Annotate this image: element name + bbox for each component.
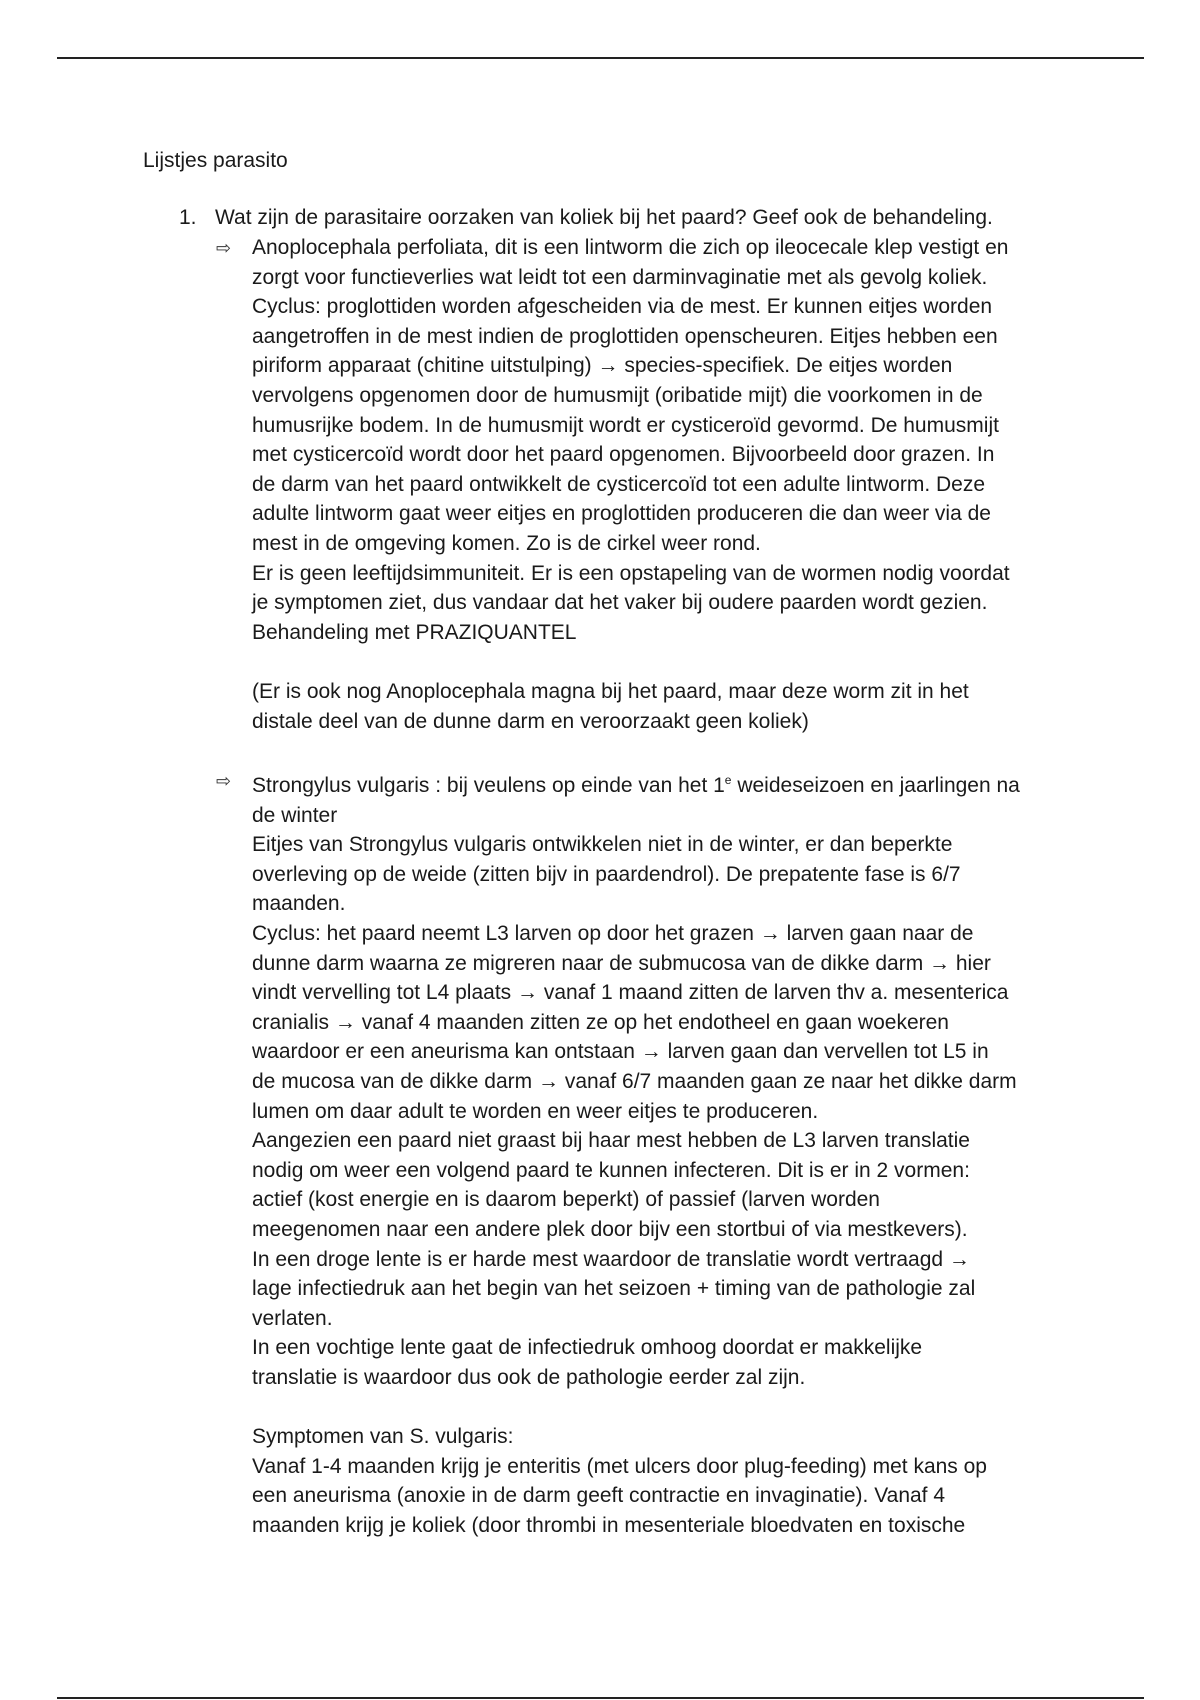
text-line: mest in de omgeving komen. Zo is de cirkel weer rond. [252,531,761,555]
text-line: adulte lintworm gaat weer eitjes en proglottiden produceren die dan weer via de [252,502,991,526]
text-line: translatie is waardoor dus ook de pathologie eerder zal zijn. [252,1365,806,1389]
text-line: humusrijke bodem. In de humusmijt wordt er cysticeroïd gevormd. De humusmijt [252,413,999,437]
section-anoplocephala [252,233,1072,736]
text-line: vervolgens opgenomen door de humusmijt (oribatide mijt) die voorkomen in de [252,383,983,407]
text-line: waardoor er een aneurisma kan ontstaan → larven gaan dan vervellen tot L5 in [252,1040,989,1064]
text-line: In een droge lente is er harde mest waardoor de translatie wordt vertraagd → [252,1247,970,1271]
note-line: (Er is ook nog Anoplocephala magna bij het paard, maar deze worm zit in het [252,679,969,703]
text-line: piriform apparaat (chitine uitstulping) → species-specifiek. De eitjes worden [252,354,953,378]
question-number: 1. [179,206,197,229]
text-line: de mucosa van de dikke darm → vanaf 6/7 maanden gaan ze naar het dikke darm [252,1069,1017,1093]
arrow-bullet-icon: ⇨ [216,771,232,791]
footer-rule [57,1697,1144,1699]
text-line: je symptomen ziet, dus vandaar dat het vaker bij oudere paarden wordt gezien. [252,591,988,615]
text-line: overleving op de weide (zitten bijv in paardendrol). De prepatente fase is 6/7 [252,862,961,886]
text-line: dunne darm waarna ze migreren naar de submucosa van de dikke darm → hier [252,951,991,975]
text-line: Cyclus: het paard neemt L3 larven op door het grazen → larven gaan naar de [252,921,974,945]
text-line: zorgt voor functieverlies wat leidt tot een darminvaginatie met als gevolg koliek. [252,265,988,289]
text-line: actief (kost energie en is daarom beperkt) of passief (larven worden [252,1188,880,1212]
text-line [252,766,1072,801]
text-line: nodig om weer een volgend paard te kunnen infecteren. Dit is er in 2 vormen: [252,1158,970,1182]
text-line: Cyclus: proglottiden worden afgescheiden via de mest. Er kunnen eitjes worden [252,295,993,319]
blank-line [252,1392,1072,1422]
note-line: distale deel van de dunne darm en veroorzaakt geen koliek) [252,709,809,733]
text-line: aangetroffen in de mest indien de proglottiden openscheuren. Eitjes hebben een [252,324,998,348]
text-line: meegenomen naar een andere plek door bijv een stortbui of via mestkevers). [252,1217,968,1241]
text-line: de darm van het paard ontwikkelt de cysticercoïd tot een adulte lintworm. Deze [252,472,986,496]
text-line: Eitjes van Strongylus vulgaris ontwikkelen niet in de winter, er dan beperkte [252,833,953,857]
text-line: Anoplocephala perfoliata, dit is een lintworm die zich op ileocecale klep vestigt en [252,236,1009,259]
question-text: Wat zijn de parasitaire oorzaken van koliek bij het paard? Geef ook de behandeling. [215,206,993,229]
text-fragment: weideseizoen en jaarlingen na [731,774,1020,797]
arrow-bullet-icon: ⇨ [216,238,232,258]
text-line: Vanaf 1-4 maanden krijg je enteritis (met ulcers door plug-feeding) met kans op [252,1454,987,1478]
superscript: e [724,773,732,787]
text-line: cranialis → vanaf 4 maanden zitten ze op het endotheel en gaan woekeren [252,1010,949,1034]
text-line: Behandeling met PRAZIQUANTEL [252,620,577,644]
text-line: de winter [252,803,338,827]
symptoms-heading: Symptomen van S. vulgaris: [252,1425,514,1449]
blank-line [252,647,1072,677]
text-line: een aneurisma (anoxie in de darm geeft contractie en invaginatie). Vanaf 4 [252,1484,946,1508]
text-line: In een vochtige lente gaat de infectiedruk omhoog doordat er makkelijke [252,1336,923,1360]
text-line: verlaten. [252,1306,333,1330]
text-line: maanden. [252,892,346,916]
text-line: Aangezien een paard niet graast bij haar mest hebben de L3 larven translatie [252,1129,970,1153]
text-line: Er is geen leeftijdsimmuniteit. Er is een opstapeling van de wormen nodig voordat [252,561,1010,585]
text-line: maanden krijg je koliek (door thrombi in mesenteriale bloedvaten en toxische [252,1513,966,1537]
text-line: lage infectiedruk aan het begin van het seizoen + timing van de pathologie zal [252,1277,976,1301]
text-line: met cysticercoïd wordt door het paard opgenomen. Bijvoorbeeld door grazen. In [252,443,995,467]
text-fragment: Strongylus vulgaris : bij veulens op einde van het 1 [252,774,725,797]
question-1 [179,203,993,233]
text-line: vindt vervelling tot L4 plaats → vanaf 1 maand zitten de larven thv a. mesenterica [252,981,1009,1005]
document-title: Lijstjes parasito [143,149,288,172]
header-rule [57,57,1144,59]
text-line: lumen om daar adult te worden en weer eitjes te produceren. [252,1099,819,1123]
section-strongylus [252,766,1072,1540]
